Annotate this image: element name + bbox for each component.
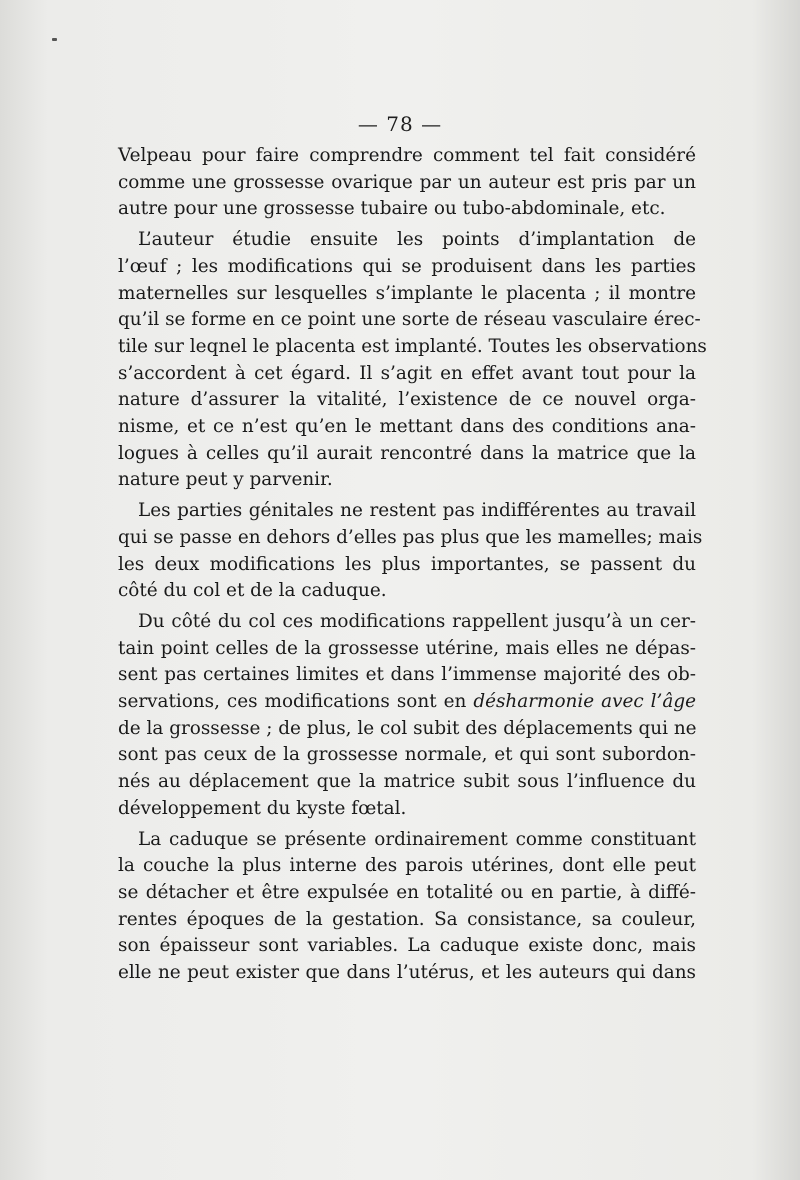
text-line: Les parties génitales ne restent pas indifférentes au travail xyxy=(138,500,696,522)
text-line: son épaisseur sont variables. La caduque existe donc, mais xyxy=(118,935,696,957)
text-line: nature peut y parvenir. xyxy=(118,469,333,491)
text-line: nés au déplacement que la matrice subit sous l’influence du xyxy=(118,771,696,793)
text-line: tile sur leqnel le placenta est implanté. Toutes les observations xyxy=(118,335,707,357)
text-line: la couche la plus interne des parois utérines, dont elle peut xyxy=(118,855,696,877)
text-line: L’auteur étudie ensuite les points d’implantation de xyxy=(138,229,696,251)
text-line: se détacher et être expulsée en totalité ou en partie, à diffé- xyxy=(118,881,696,903)
text-line: s’accordent à cet égard. Il s’agit en effet avant tout pour la xyxy=(118,362,696,384)
paragraph xyxy=(118,227,707,494)
text-line: tain point celles de la grossesse utérine, mais elles ne dépas- xyxy=(118,637,696,659)
text-line: nisme, et ce n’est qu’en le mettant dans des conditions ana- xyxy=(118,416,696,438)
paragraph xyxy=(118,498,703,605)
body-text xyxy=(118,143,707,987)
text-run: servations, ces modifications sont en xyxy=(118,691,474,713)
ink-speck xyxy=(52,38,57,41)
text-line: développement du kyste fœtal. xyxy=(118,797,407,819)
text-line: comme une grossesse ovarique par un auteur est pris par un xyxy=(118,171,696,193)
text-line: côté du col et de la caduque. xyxy=(118,580,387,602)
italic-text-run: désharmonie avec l’âge xyxy=(473,691,696,713)
text-line: de la grossesse ; de plus, le col subit des déplacements qui ne xyxy=(118,717,697,739)
paragraph xyxy=(118,609,696,823)
text-line: rentes époques de la gestation. Sa consistance, sa couleur, xyxy=(118,908,696,930)
paragraph xyxy=(118,143,696,223)
text-line: autre pour une grossesse tubaire ou tubo-abdominale, etc. xyxy=(118,198,666,220)
text-line: Du côté du col ces modifications rappellent jusqu’à un cer- xyxy=(138,610,696,632)
text-line: maternelles sur lesquelles s’implante le placenta ; il montre xyxy=(118,282,696,304)
text-line: nature d’assurer la vitalité, l’existence de ce nouvel orga- xyxy=(118,389,696,411)
text-line: La caduque se présente ordinairement comme constituant xyxy=(138,828,696,850)
text-line: l’œuf ; les modifications qui se produisent dans les parties xyxy=(118,255,696,277)
text-line: Velpeau pour faire comprendre comment tel fait considéré xyxy=(118,145,696,166)
text-line: logues à celles qu’il aurait rencontré dans la matrice que la xyxy=(118,442,696,464)
text-line: qui se passe en dehors d’elles pas plus que les mamelles; mais xyxy=(118,526,703,548)
page-number: — 78 — xyxy=(357,112,443,136)
text-line: sent pas certaines limites et dans l’immense majorité des ob- xyxy=(118,664,696,686)
text-line: sont pas ceux de la grossesse normale, et qui sont subordon- xyxy=(118,744,696,766)
text-line: elle ne peut exister que dans l’utérus, et les auteurs qui dans xyxy=(118,962,696,984)
text-line-with-italic xyxy=(118,689,696,716)
text-line: qu’il se forme en ce point une sorte de réseau vasculaire érec- xyxy=(118,309,701,331)
text-line: les deux modifications les plus importantes, se passent du xyxy=(118,553,696,575)
paragraph xyxy=(118,827,696,987)
